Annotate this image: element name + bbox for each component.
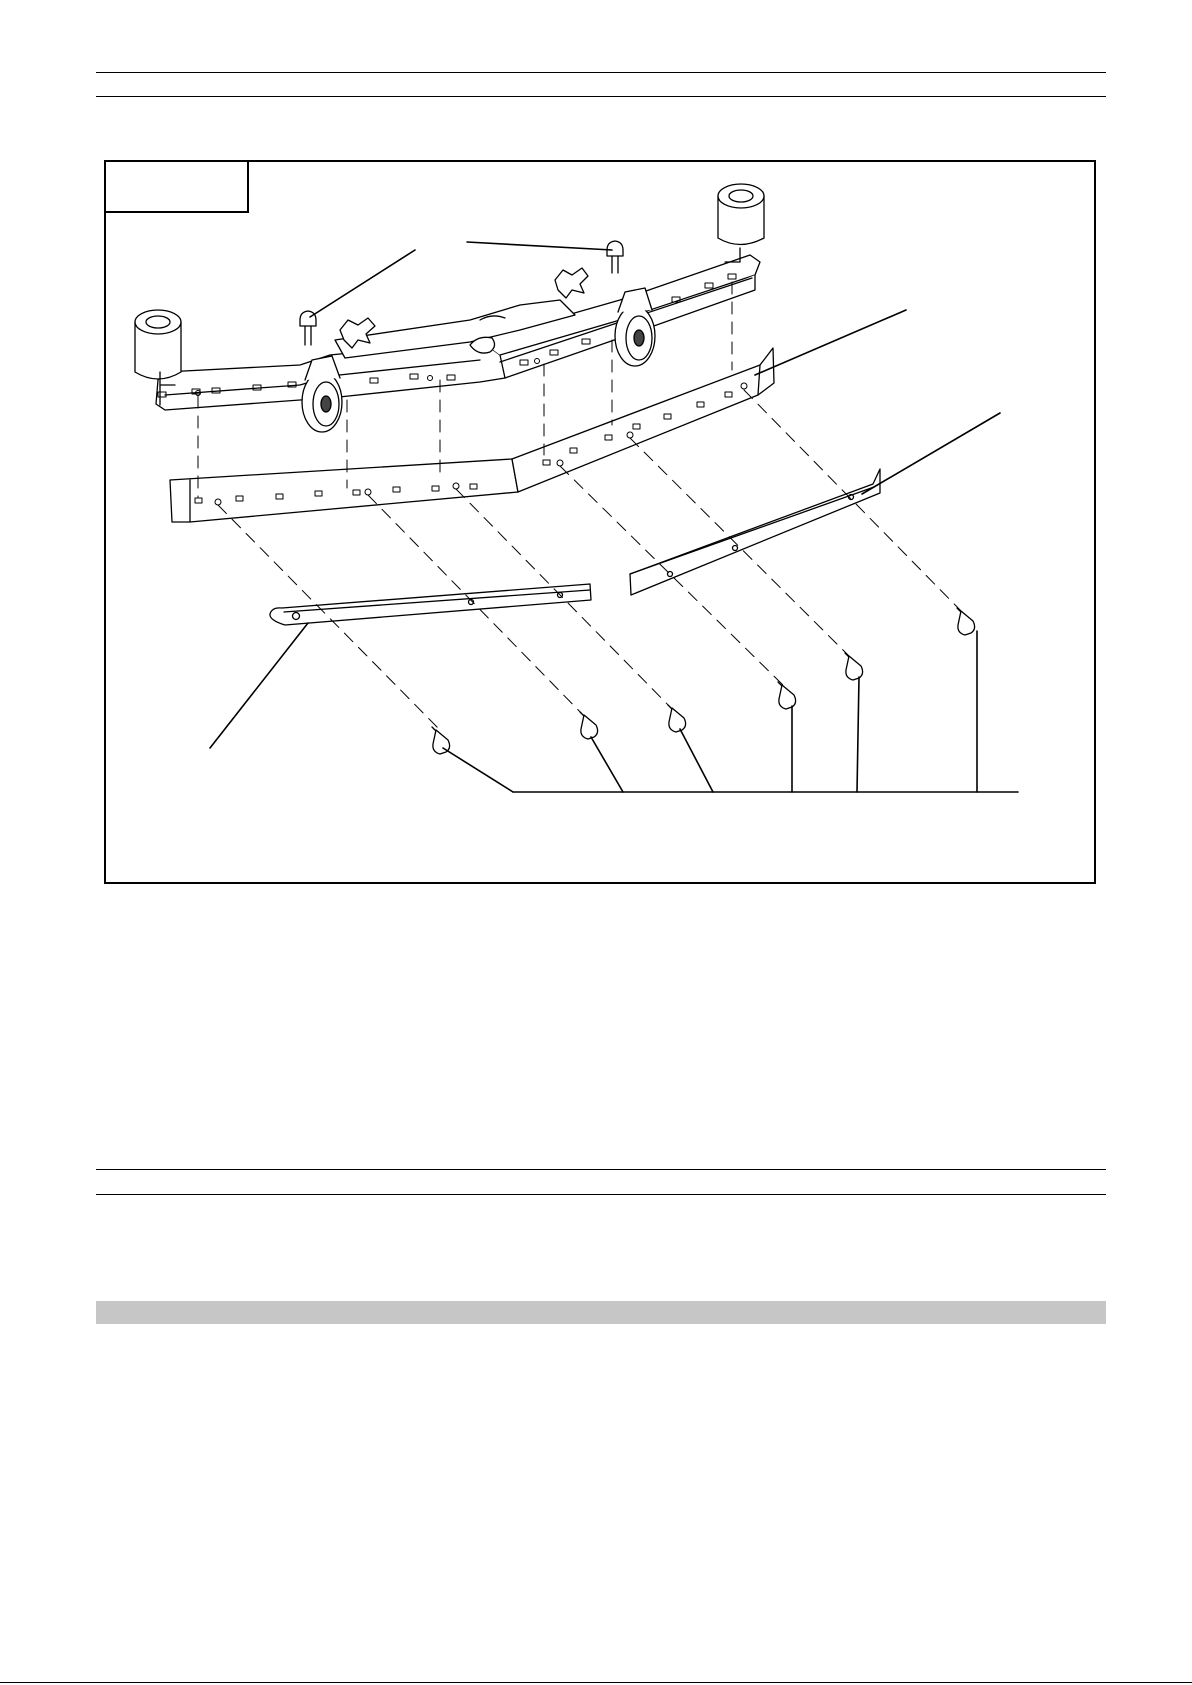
knob-screw-6 <box>957 608 975 635</box>
squeegee-frame <box>156 255 760 410</box>
leader-rear-blade <box>862 413 1000 494</box>
right-roller <box>718 184 764 262</box>
leader-thumb-screw-left <box>310 250 415 317</box>
knob-screw-3 <box>668 705 686 732</box>
knob-screws <box>432 608 975 754</box>
knob-screw-2 <box>580 712 598 739</box>
left-roller <box>135 310 181 385</box>
leader-front-blade <box>755 310 906 375</box>
section-rule-top <box>96 1169 1106 1170</box>
leader-left-blade <box>210 623 308 748</box>
page-bottom-edge <box>0 1682 1192 1683</box>
section-header-bar <box>96 1301 1106 1324</box>
knob-screw-4 <box>778 682 796 709</box>
left-blade-strip <box>270 584 591 625</box>
section-rule-bottom <box>96 1194 1106 1195</box>
leader-thumb-screw-right <box>467 242 612 250</box>
rear-blade-strip <box>630 469 880 595</box>
knob-screw-5 <box>845 653 863 680</box>
